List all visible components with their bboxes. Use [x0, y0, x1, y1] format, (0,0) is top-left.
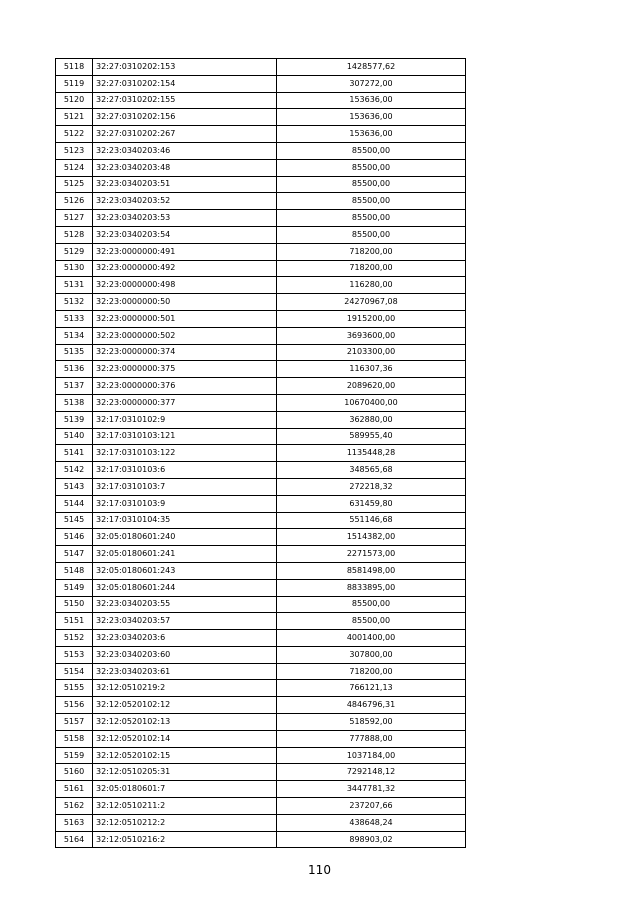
cadastral-number-cell: 32:27:0310202:267 — [93, 126, 277, 143]
row-number-cell: 5123 — [56, 142, 93, 159]
table-row — [56, 596, 466, 613]
row-number-cell: 5144 — [56, 495, 93, 512]
cadastral-number-cell: 32:05:0180601:241 — [93, 546, 277, 563]
cadastral-number-cell: 32:12:0510211:2 — [93, 798, 277, 815]
value-cell: 518592,00 — [277, 714, 466, 731]
table-row — [56, 126, 466, 143]
cadastral-number-cell: 32:12:0510216:2 — [93, 831, 277, 848]
value-cell: 24270967,08 — [277, 294, 466, 311]
row-number-cell: 5125 — [56, 176, 93, 193]
value-cell: 307272,00 — [277, 75, 466, 92]
cadastre-table — [55, 58, 466, 848]
value-cell: 2103300,00 — [277, 344, 466, 361]
row-number-cell: 5163 — [56, 814, 93, 831]
row-number-cell: 5138 — [56, 394, 93, 411]
value-cell: 1915200,00 — [277, 310, 466, 327]
value-cell: 777888,00 — [277, 730, 466, 747]
table-row — [56, 529, 466, 546]
value-cell: 85500,00 — [277, 159, 466, 176]
value-cell: 1428577,62 — [277, 59, 466, 76]
cadastral-number-cell: 32:23:0340203:48 — [93, 159, 277, 176]
cadastral-number-cell: 32:23:0000000:502 — [93, 327, 277, 344]
row-number-cell: 5148 — [56, 562, 93, 579]
value-cell: 153636,00 — [277, 126, 466, 143]
cadastral-number-cell: 32:23:0340203:54 — [93, 226, 277, 243]
value-cell: 718200,00 — [277, 243, 466, 260]
cadastral-number-cell: 32:17:0310104:35 — [93, 512, 277, 529]
cadastral-number-cell: 32:23:0000000:50 — [93, 294, 277, 311]
table-row — [56, 730, 466, 747]
table-row — [56, 646, 466, 663]
row-number-cell: 5132 — [56, 294, 93, 311]
table-row — [56, 747, 466, 764]
row-number-cell: 5119 — [56, 75, 93, 92]
table-row — [56, 378, 466, 395]
value-cell: 85500,00 — [277, 226, 466, 243]
value-cell: 10670400,00 — [277, 394, 466, 411]
table-row — [56, 680, 466, 697]
cadastral-number-cell: 32:23:0000000:375 — [93, 361, 277, 378]
row-number-cell: 5150 — [56, 596, 93, 613]
value-cell: 116307,36 — [277, 361, 466, 378]
value-cell: 898903,02 — [277, 831, 466, 848]
cadastral-number-cell: 32:23:0340203:60 — [93, 646, 277, 663]
value-cell: 8833895,00 — [277, 579, 466, 596]
row-number-cell: 5145 — [56, 512, 93, 529]
table-row — [56, 562, 466, 579]
cadastral-number-cell: 32:12:0520102:12 — [93, 697, 277, 714]
value-cell: 3693600,00 — [277, 327, 466, 344]
cadastral-number-cell: 32:05:0180601:243 — [93, 562, 277, 579]
cadastral-number-cell: 32:27:0310202:153 — [93, 59, 277, 76]
cadastral-number-cell: 32:23:0340203:46 — [93, 142, 277, 159]
value-cell: 116280,00 — [277, 277, 466, 294]
cadastral-number-cell: 32:12:0520102:15 — [93, 747, 277, 764]
row-number-cell: 5152 — [56, 630, 93, 647]
table-row — [56, 361, 466, 378]
cadastral-number-cell: 32:12:0520102:13 — [93, 714, 277, 731]
table-row — [56, 109, 466, 126]
row-number-cell: 5161 — [56, 781, 93, 798]
row-number-cell: 5149 — [56, 579, 93, 596]
value-cell: 153636,00 — [277, 92, 466, 109]
row-number-cell: 5139 — [56, 411, 93, 428]
cadastral-number-cell: 32:27:0310202:155 — [93, 92, 277, 109]
table-row — [56, 210, 466, 227]
cadastral-number-cell: 32:23:0340203:53 — [93, 210, 277, 227]
row-number-cell: 5153 — [56, 646, 93, 663]
value-cell: 237207,66 — [277, 798, 466, 815]
table-row — [56, 714, 466, 731]
row-number-cell: 5157 — [56, 714, 93, 731]
value-cell: 307800,00 — [277, 646, 466, 663]
table-row — [56, 428, 466, 445]
table-row — [56, 630, 466, 647]
table-row — [56, 831, 466, 848]
row-number-cell: 5124 — [56, 159, 93, 176]
table-row — [56, 697, 466, 714]
cadastral-number-cell: 32:17:0310103:6 — [93, 462, 277, 479]
row-number-cell: 5126 — [56, 193, 93, 210]
row-number-cell: 5147 — [56, 546, 93, 563]
value-cell: 272218,32 — [277, 478, 466, 495]
row-number-cell: 5127 — [56, 210, 93, 227]
table-row — [56, 277, 466, 294]
cadastral-number-cell: 32:23:0340203:52 — [93, 193, 277, 210]
row-number-cell: 5155 — [56, 680, 93, 697]
value-cell: 1037184,00 — [277, 747, 466, 764]
table-row — [56, 260, 466, 277]
row-number-cell: 5141 — [56, 445, 93, 462]
table-row — [56, 781, 466, 798]
row-number-cell: 5120 — [56, 92, 93, 109]
cadastral-number-cell: 32:12:0510212:2 — [93, 814, 277, 831]
table-row — [56, 59, 466, 76]
table-row — [56, 243, 466, 260]
cadastral-number-cell: 32:05:0180601:244 — [93, 579, 277, 596]
row-number-cell: 5151 — [56, 613, 93, 630]
value-cell: 85500,00 — [277, 193, 466, 210]
row-number-cell: 5135 — [56, 344, 93, 361]
cadastral-number-cell: 32:17:0310103:9 — [93, 495, 277, 512]
value-cell: 85500,00 — [277, 210, 466, 227]
value-cell: 4001400,00 — [277, 630, 466, 647]
table-row — [56, 394, 466, 411]
cadastral-number-cell: 32:17:0310103:7 — [93, 478, 277, 495]
table-row — [56, 478, 466, 495]
cadastral-number-cell: 32:05:0180601:7 — [93, 781, 277, 798]
cadastral-number-cell: 32:17:0310102:9 — [93, 411, 277, 428]
value-cell: 85500,00 — [277, 176, 466, 193]
row-number-cell: 5130 — [56, 260, 93, 277]
value-cell: 362880,00 — [277, 411, 466, 428]
table-row — [56, 512, 466, 529]
cadastral-number-cell: 32:23:0000000:376 — [93, 378, 277, 395]
row-number-cell: 5160 — [56, 764, 93, 781]
row-number-cell: 5122 — [56, 126, 93, 143]
value-cell: 631459,80 — [277, 495, 466, 512]
row-number-cell: 5118 — [56, 59, 93, 76]
cadastral-number-cell: 32:12:0510219:2 — [93, 680, 277, 697]
cadastral-number-cell: 32:23:0340203:6 — [93, 630, 277, 647]
table-row — [56, 579, 466, 596]
value-cell: 85500,00 — [277, 613, 466, 630]
row-number-cell: 5164 — [56, 831, 93, 848]
table-row — [56, 176, 466, 193]
value-cell: 348565,68 — [277, 462, 466, 479]
table-body — [56, 59, 466, 848]
cadastral-number-cell: 32:23:0000000:377 — [93, 394, 277, 411]
table-row — [56, 462, 466, 479]
table-row — [56, 663, 466, 680]
value-cell: 766121,13 — [277, 680, 466, 697]
table-row — [56, 764, 466, 781]
value-cell: 589955,40 — [277, 428, 466, 445]
row-number-cell: 5158 — [56, 730, 93, 747]
row-number-cell: 5146 — [56, 529, 93, 546]
value-cell: 438648,24 — [277, 814, 466, 831]
table-row — [56, 495, 466, 512]
row-number-cell: 5133 — [56, 310, 93, 327]
row-number-cell: 5156 — [56, 697, 93, 714]
table-row — [56, 310, 466, 327]
table-row — [56, 344, 466, 361]
row-number-cell: 5129 — [56, 243, 93, 260]
value-cell: 85500,00 — [277, 596, 466, 613]
value-cell: 2089620,00 — [277, 378, 466, 395]
row-number-cell: 5159 — [56, 747, 93, 764]
table-row — [56, 294, 466, 311]
value-cell: 4846796,31 — [277, 697, 466, 714]
table-row — [56, 193, 466, 210]
value-cell: 1514382,00 — [277, 529, 466, 546]
value-cell: 551146,68 — [277, 512, 466, 529]
cadastral-number-cell: 32:23:0340203:55 — [93, 596, 277, 613]
value-cell: 153636,00 — [277, 109, 466, 126]
page-number: 110 — [308, 863, 331, 877]
cadastral-number-cell: 32:27:0310202:156 — [93, 109, 277, 126]
table-row — [56, 142, 466, 159]
cadastral-number-cell: 32:17:0310103:122 — [93, 445, 277, 462]
row-number-cell: 5134 — [56, 327, 93, 344]
value-cell: 8581498,00 — [277, 562, 466, 579]
cadastral-number-cell: 32:23:0000000:492 — [93, 260, 277, 277]
value-cell: 718200,00 — [277, 260, 466, 277]
value-cell: 3447781,32 — [277, 781, 466, 798]
row-number-cell: 5136 — [56, 361, 93, 378]
cadastral-number-cell: 32:23:0000000:374 — [93, 344, 277, 361]
cadastral-number-cell: 32:23:0340203:61 — [93, 663, 277, 680]
table-row — [56, 445, 466, 462]
table-row — [56, 613, 466, 630]
cadastral-number-cell: 32:05:0180601:240 — [93, 529, 277, 546]
table-row — [56, 226, 466, 243]
table-row — [56, 75, 466, 92]
table-row — [56, 546, 466, 563]
row-number-cell: 5154 — [56, 663, 93, 680]
row-number-cell: 5142 — [56, 462, 93, 479]
table-row — [56, 327, 466, 344]
value-cell: 2271573,00 — [277, 546, 466, 563]
cadastral-number-cell: 32:12:0510205:31 — [93, 764, 277, 781]
value-cell: 718200,00 — [277, 663, 466, 680]
table-row — [56, 798, 466, 815]
cadastral-number-cell: 32:23:0000000:498 — [93, 277, 277, 294]
row-number-cell: 5162 — [56, 798, 93, 815]
table-row — [56, 92, 466, 109]
value-cell: 85500,00 — [277, 142, 466, 159]
cadastral-number-cell: 32:23:0340203:51 — [93, 176, 277, 193]
row-number-cell: 5128 — [56, 226, 93, 243]
row-number-cell: 5143 — [56, 478, 93, 495]
value-cell: 1135448,28 — [277, 445, 466, 462]
cadastral-number-cell: 32:17:0310103:121 — [93, 428, 277, 445]
row-number-cell: 5131 — [56, 277, 93, 294]
table-row — [56, 411, 466, 428]
row-number-cell: 5140 — [56, 428, 93, 445]
cadastral-number-cell: 32:12:0520102:14 — [93, 730, 277, 747]
value-cell: 7292148,12 — [277, 764, 466, 781]
cadastral-number-cell: 32:27:0310202:154 — [93, 75, 277, 92]
cadastral-number-cell: 32:23:0340203:57 — [93, 613, 277, 630]
cadastral-number-cell: 32:23:0000000:501 — [93, 310, 277, 327]
cadastral-number-cell: 32:23:0000000:491 — [93, 243, 277, 260]
row-number-cell: 5137 — [56, 378, 93, 395]
row-number-cell: 5121 — [56, 109, 93, 126]
table-row — [56, 159, 466, 176]
table-row — [56, 814, 466, 831]
